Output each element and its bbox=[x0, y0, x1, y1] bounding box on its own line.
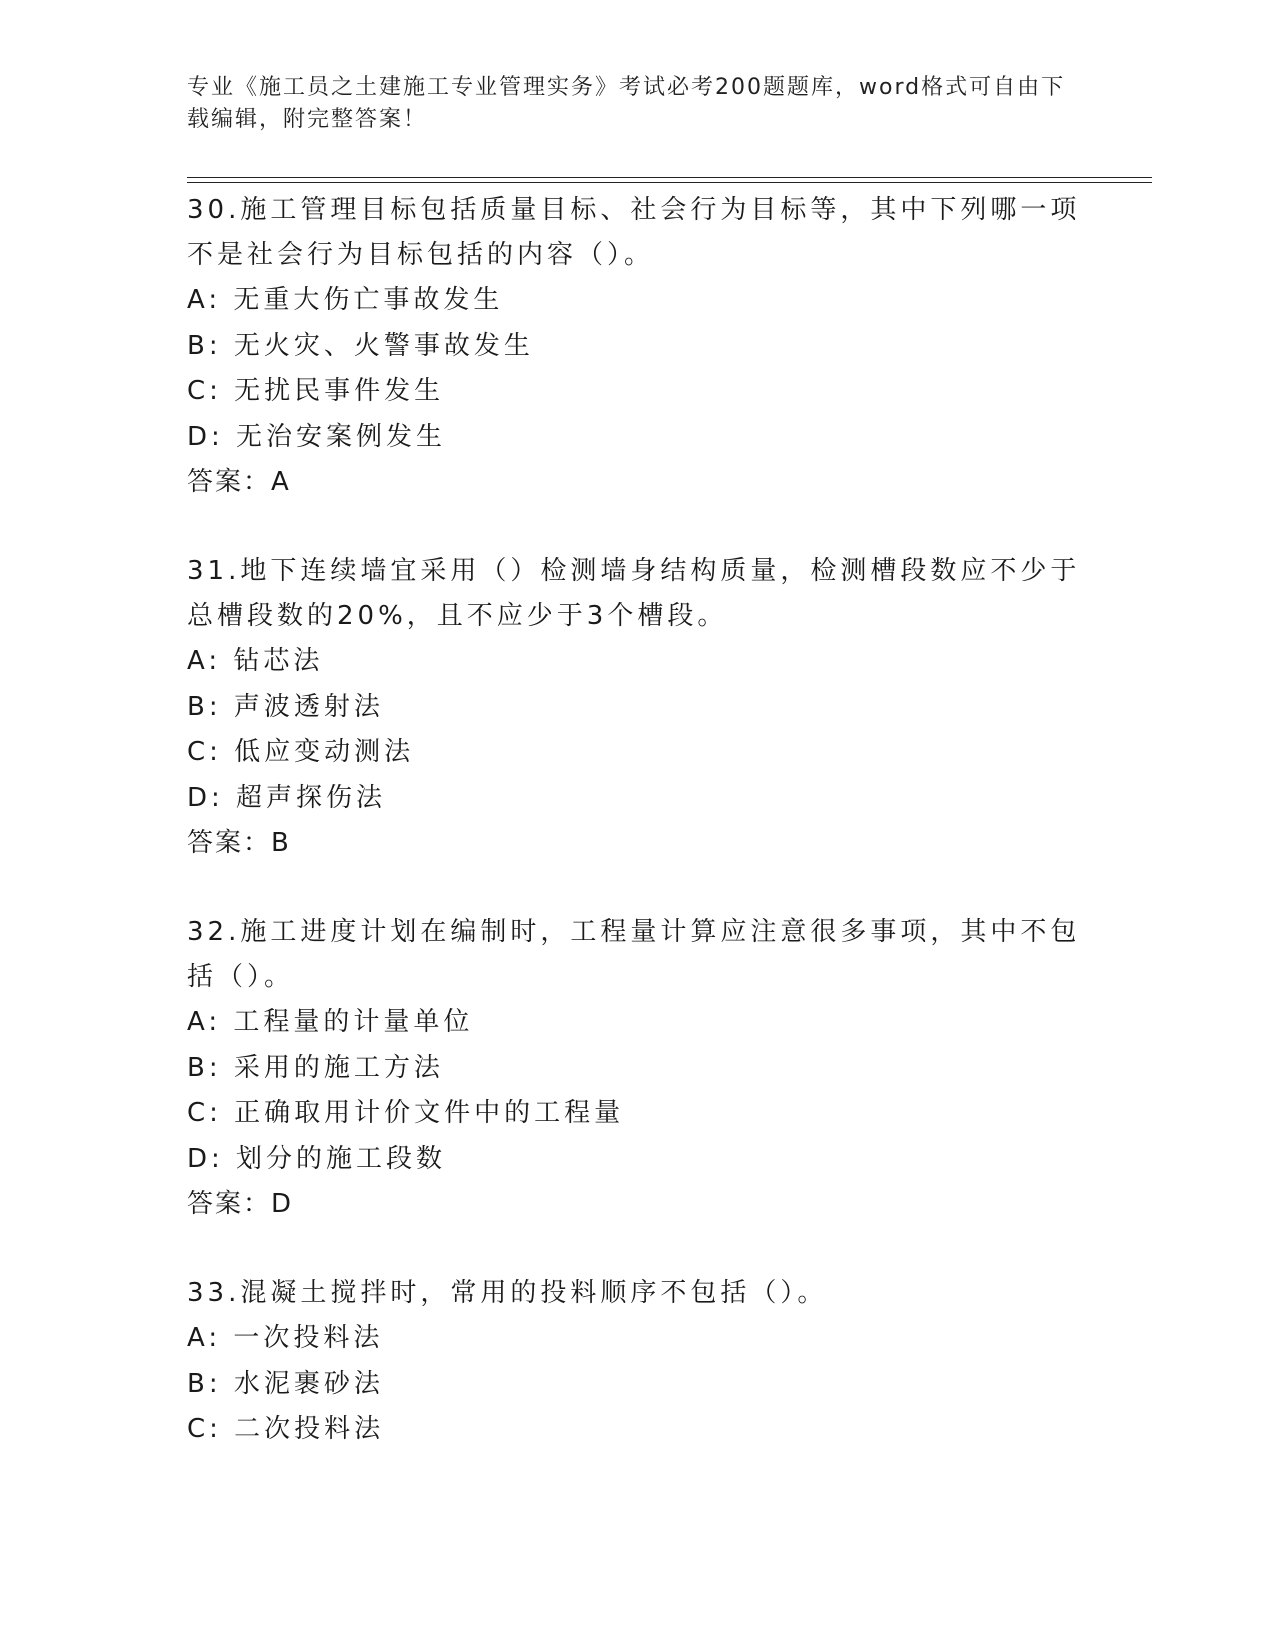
question-stem: 30.施工管理目标包括质量目标、社会行为目标等，其中下列哪一项不是社会行为目标包括的内容（）。 bbox=[187, 195, 1081, 270]
option-a: A: 无重大伤亡事故发生 bbox=[187, 285, 504, 315]
answer-label: 答案：D bbox=[187, 1189, 294, 1219]
option-c: C: 正确取用计价文件中的工程量 bbox=[187, 1098, 625, 1128]
option-d: D: 划分的施工段数 bbox=[187, 1143, 447, 1174]
option-b: B: 采用的施工方法 bbox=[187, 1052, 444, 1083]
answer-label: 答案：B bbox=[187, 828, 291, 858]
question-stem: 32.施工进度计划在编制时，工程量计算应注意很多事项，其中不包括（）。 bbox=[187, 917, 1081, 992]
question-33 bbox=[187, 1271, 1087, 1453]
option-b: B: 水泥裹砂法 bbox=[187, 1368, 384, 1399]
option-a: A: 工程量的计量单位 bbox=[187, 1007, 474, 1037]
option-d: D: 无治安案例发生 bbox=[187, 421, 447, 452]
header-rule-top bbox=[187, 177, 1152, 178]
question-list bbox=[187, 188, 1087, 1497]
document-header: 专业《施工员之土建施工专业管理实务》考试必考200题题库，word格式可自由下载编辑，附完整答案！ bbox=[187, 75, 1066, 132]
option-c: C: 二次投料法 bbox=[187, 1414, 385, 1444]
question-stem: 33.混凝土搅拌时，常用的投料顺序不包括（）。 bbox=[187, 1278, 828, 1308]
option-b: B: 无火灾、火警事故发生 bbox=[187, 330, 534, 361]
question-stem: 31.地下连续墙宜采用（）检测墙身结构质量，检测槽段数应不少于总槽段数的20%，且不应少于3个槽段。 bbox=[187, 556, 1081, 631]
header-rule-bottom bbox=[187, 182, 1152, 183]
question-32 bbox=[187, 910, 1087, 1227]
question-30 bbox=[187, 188, 1087, 505]
option-c: C: 低应变动测法 bbox=[187, 737, 415, 767]
question-31 bbox=[187, 549, 1087, 866]
answer-label: 答案：A bbox=[187, 467, 291, 497]
option-d: D: 超声探伤法 bbox=[187, 782, 387, 813]
option-a: A: 一次投料法 bbox=[187, 1323, 384, 1353]
option-b: B: 声波透射法 bbox=[187, 691, 384, 722]
option-c: C: 无扰民事件发生 bbox=[187, 376, 445, 406]
option-a: A: 钻芯法 bbox=[187, 646, 324, 676]
